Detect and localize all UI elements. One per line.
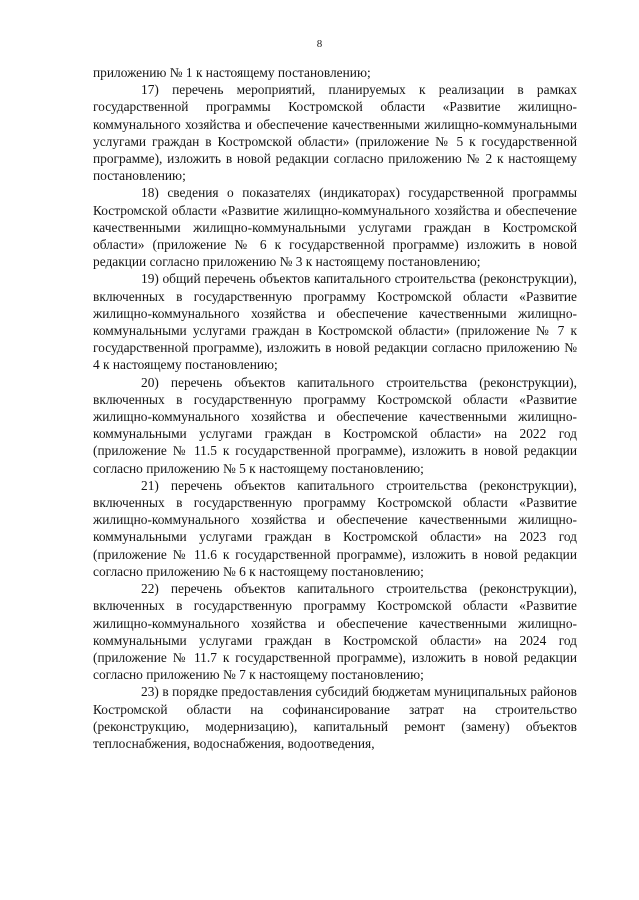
- paragraph-item-20: 20) перечень объектов капитального строительства (реконструкции), включенных в государственную программу Костромской области «Развитие жилищно-коммунального хозяйства и обеспечение качественными жилищно-коммунальными услугами граждан в Костромской области» на 2022 год (приложение № 11.5 к государственной программе), изложить в новой редакции согласно приложению № 5 к настоящему постановлению;: [93, 374, 577, 476]
- document-body: [93, 64, 577, 752]
- paragraph-item-22: 22) перечень объектов капитального строительства (реконструкции), включенных в государственную программу Костромской области «Развитие жилищно-коммунального хозяйства и обеспечение качественными жилищно-коммунальными услугами граждан в Костромской области» на 2024 год (приложение № 11.7 к государственной программе), изложить в новой редакции согласно приложению № 7 к настоящему постановлению;: [93, 581, 577, 683]
- page-number: 8: [316, 38, 323, 50]
- paragraph-item-18: 18) сведения о показателях (индикаторах) государственной программы Костромской области «Развитие жилищно-коммунального хозяйства и обеспечение качественными жилищно-коммунальными услугами граждан в Костромской области» (приложение № 6 к государственной программе) изложить в новой редакции согласно приложению № 3 к настоящему постановлению;: [93, 185, 577, 270]
- paragraph-item-21: 21) перечень объектов капитального строительства (реконструкции), включенных в государственную программу Костромской области «Развитие жилищно-коммунального хозяйства и обеспечение качественными жилищно-коммунальными услугами граждан в Костромской области» на 2023 год (приложение № 11.6 к государственной программе), изложить в новой редакции согласно приложению № 6 к настоящему постановлению;: [93, 477, 577, 579]
- paragraph-continuation: приложению № 1 к настоящему постановлению;: [93, 65, 371, 80]
- paragraph-item-17: 17) перечень мероприятий, планируемых к реализации в рамках государственной программы Костромской области «Развитие жилищно-коммунального хозяйства и обеспечение качественными жилищно-коммунальными услугами граждан в Костромской области» (приложение № 5 к государственной программе), изложить в новой редакции согласно приложению № 2 к настоящему постановлению;: [93, 82, 577, 184]
- paragraph-item-23: 23) в порядке предоставления субсидий бюджетам муниципальных районов Костромской области на софинансирование затрат на строительство (реконструкцию, модернизацию), капитальный ремонт (замену) объектов теплоснабжения, водоснабжения, водоотведения,: [93, 684, 577, 751]
- paragraph-item-19: 19) общий перечень объектов капитального строительства (реконструкции), включенных в государственную программу Костромской области «Развитие жилищно-коммунального хозяйства и обеспечение качественными жилищно-коммунальными услугами граждан в Костромской области» (приложение № 7 к государственной программе), изложить в новой редакции согласно приложению № 4 к настоящему постановлению;: [93, 271, 577, 373]
